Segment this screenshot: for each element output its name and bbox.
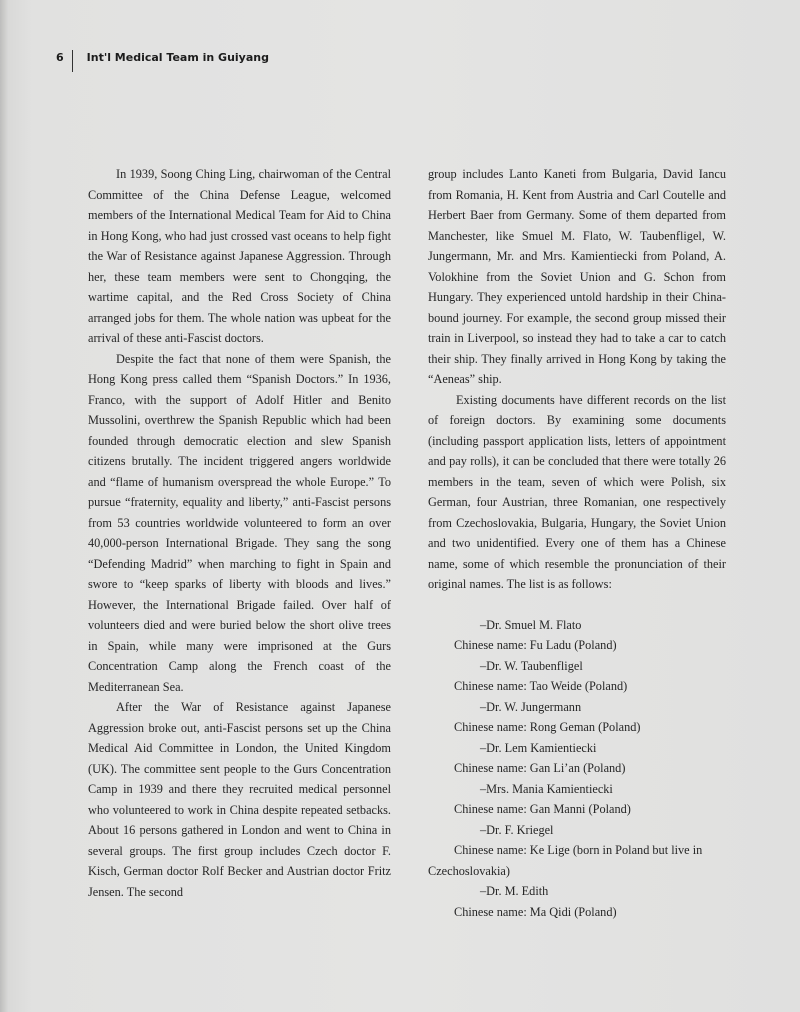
roster-doctor: –Dr. W. Jungermann	[480, 699, 582, 714]
doctor-roster	[428, 615, 726, 923]
roster-chinese-name: Chinese name: Rong Geman (Poland)	[454, 720, 641, 734]
roster-doctor: –Dr. W. Taubenfligel	[480, 658, 583, 673]
running-header	[56, 45, 269, 69]
paragraph-medical-aid-committee: After the War of Resistance against Japanese Aggression broke out, anti-Fascist persons set up the China Medical Aid Committee in London, the United Kingdom (UK). The committee sent people to the Gurs Concentration Camp in 1939 and there they recruited medical personnel who volunteered to work in China despite repeated setbacks. About 16 persons gathered in London and went to China in several groups. The first group includes Czech doctor F. Kisch, German doctor Rolf Becker and Austrian doctor Fritz Jensen. The second	[88, 700, 391, 899]
roster-doctor: –Mrs. Mania Kamientiecki	[480, 781, 613, 796]
right-column	[428, 164, 726, 922]
roster-doctor: –Dr. Smuel M. Flato	[480, 617, 582, 632]
roster-doctor: –Dr. M. Edith	[480, 884, 549, 898]
roster-chinese-name: Chinese name: Tao Weide (Poland)	[454, 679, 628, 693]
paragraph-existing-documents: Existing documents have different records on the list of foreign doctors. By examining some documents (including passport application lists, letters of appointment and pay rolls), it can be concluded that there were totally 26 members in the team, seven of which were Polish, six German, four Austrian, three Romanian, one respectively from Czechoslovakia, Bulgaria, Hungary, the Soviet Union and two unidentified. Every one of them has a Chinese name, some of which resemble the pronunciation of their original names. The list is as follows:	[428, 392, 726, 591]
roster-chinese-name: Chinese name: Ma Qidi (Poland)	[454, 904, 617, 919]
header-divider	[72, 50, 73, 72]
binding-edge	[0, 0, 8, 1012]
paragraph-spanish-doctors: Despite the fact that none of them were Spanish, the Hong Kong press called them “Spanish Doctors.” In 1936, Franco, with the support of Adolf Hitler and Benito Mussolini, overthrew the Spanish Republic which had been founded through democratic election and slew Spanish citizens brutally. The incident triggered angers worldwide and “flame of humanism overspread the whole Europe.” To pursue “fraternity, equality and liberty,” anti-Fascist persons from 53 countries worldwide volunteered to form an over 40,000-person International Brigade. They sang the song “Defending Madrid” when marching to fight in Spain and swore to “keep sparks of liberty with bloods and lives.” However, the International Brigade failed. Over half of volunteers died and were buried below the short olive trees in Spain, while many were imprisoned at the Gurs Concentration Camp along the French coast of the Mediterranean Sea.	[88, 351, 391, 694]
roster-doctor: –Dr. Lem Kamientiecki	[480, 740, 597, 755]
roster-chinese-name: Chinese name: Gan Manni (Poland)	[454, 802, 631, 816]
running-title: Int'l Medical Team in Guiyang	[86, 50, 269, 64]
paragraph-intro: In 1939, Soong Ching Ling, chairwoman of the Central Committee of the China Defense League, welcomed members of the International Medical Team for Aid to China in Hong Kong, who had just crossed vast oceans to help fight the War of Resistance against Japanese Aggression. Through her, these team members were sent to Chongqing, the wartime capital, and the Red Cross Society of China arranged jobs for them. The whole nation was upbeat for the arrival of these anti-Fascist doctors.	[88, 167, 391, 345]
roster-chinese-name-wrapped: Chinese name: Ke Lige (born in Poland but live in Czechoslovakia)	[428, 843, 703, 878]
page-number: 6	[56, 50, 64, 64]
roster-chinese-name: Chinese name: Gan Li’an (Poland)	[454, 761, 626, 775]
roster-doctor: –Dr. F. Kriegel	[480, 822, 554, 837]
left-column	[88, 164, 391, 902]
paragraph-continuation: group includes Lanto Kaneti from Bulgaria, David Iancu from Romania, H. Kent from Austria and Carl Coutelle and Herbert Baer from Germany. Some of them departed from Manchester, like Smuel M. Flato, W. Taubenfligel, W. Jungermann, Mr. and Mrs. Kamientiecki from Poland, A. Volokhine from the Soviet Union and G. Schon from Hungary. They experienced untold hardship in their China-bound journey. For example, the second group missed their train in Liverpool, so instead they had to take a car to catch their ship. They finally arrived in Hong Kong by taking the “Aeneas” ship.	[428, 167, 726, 386]
roster-chinese-name: Chinese name: Fu Ladu (Poland)	[454, 638, 617, 652]
